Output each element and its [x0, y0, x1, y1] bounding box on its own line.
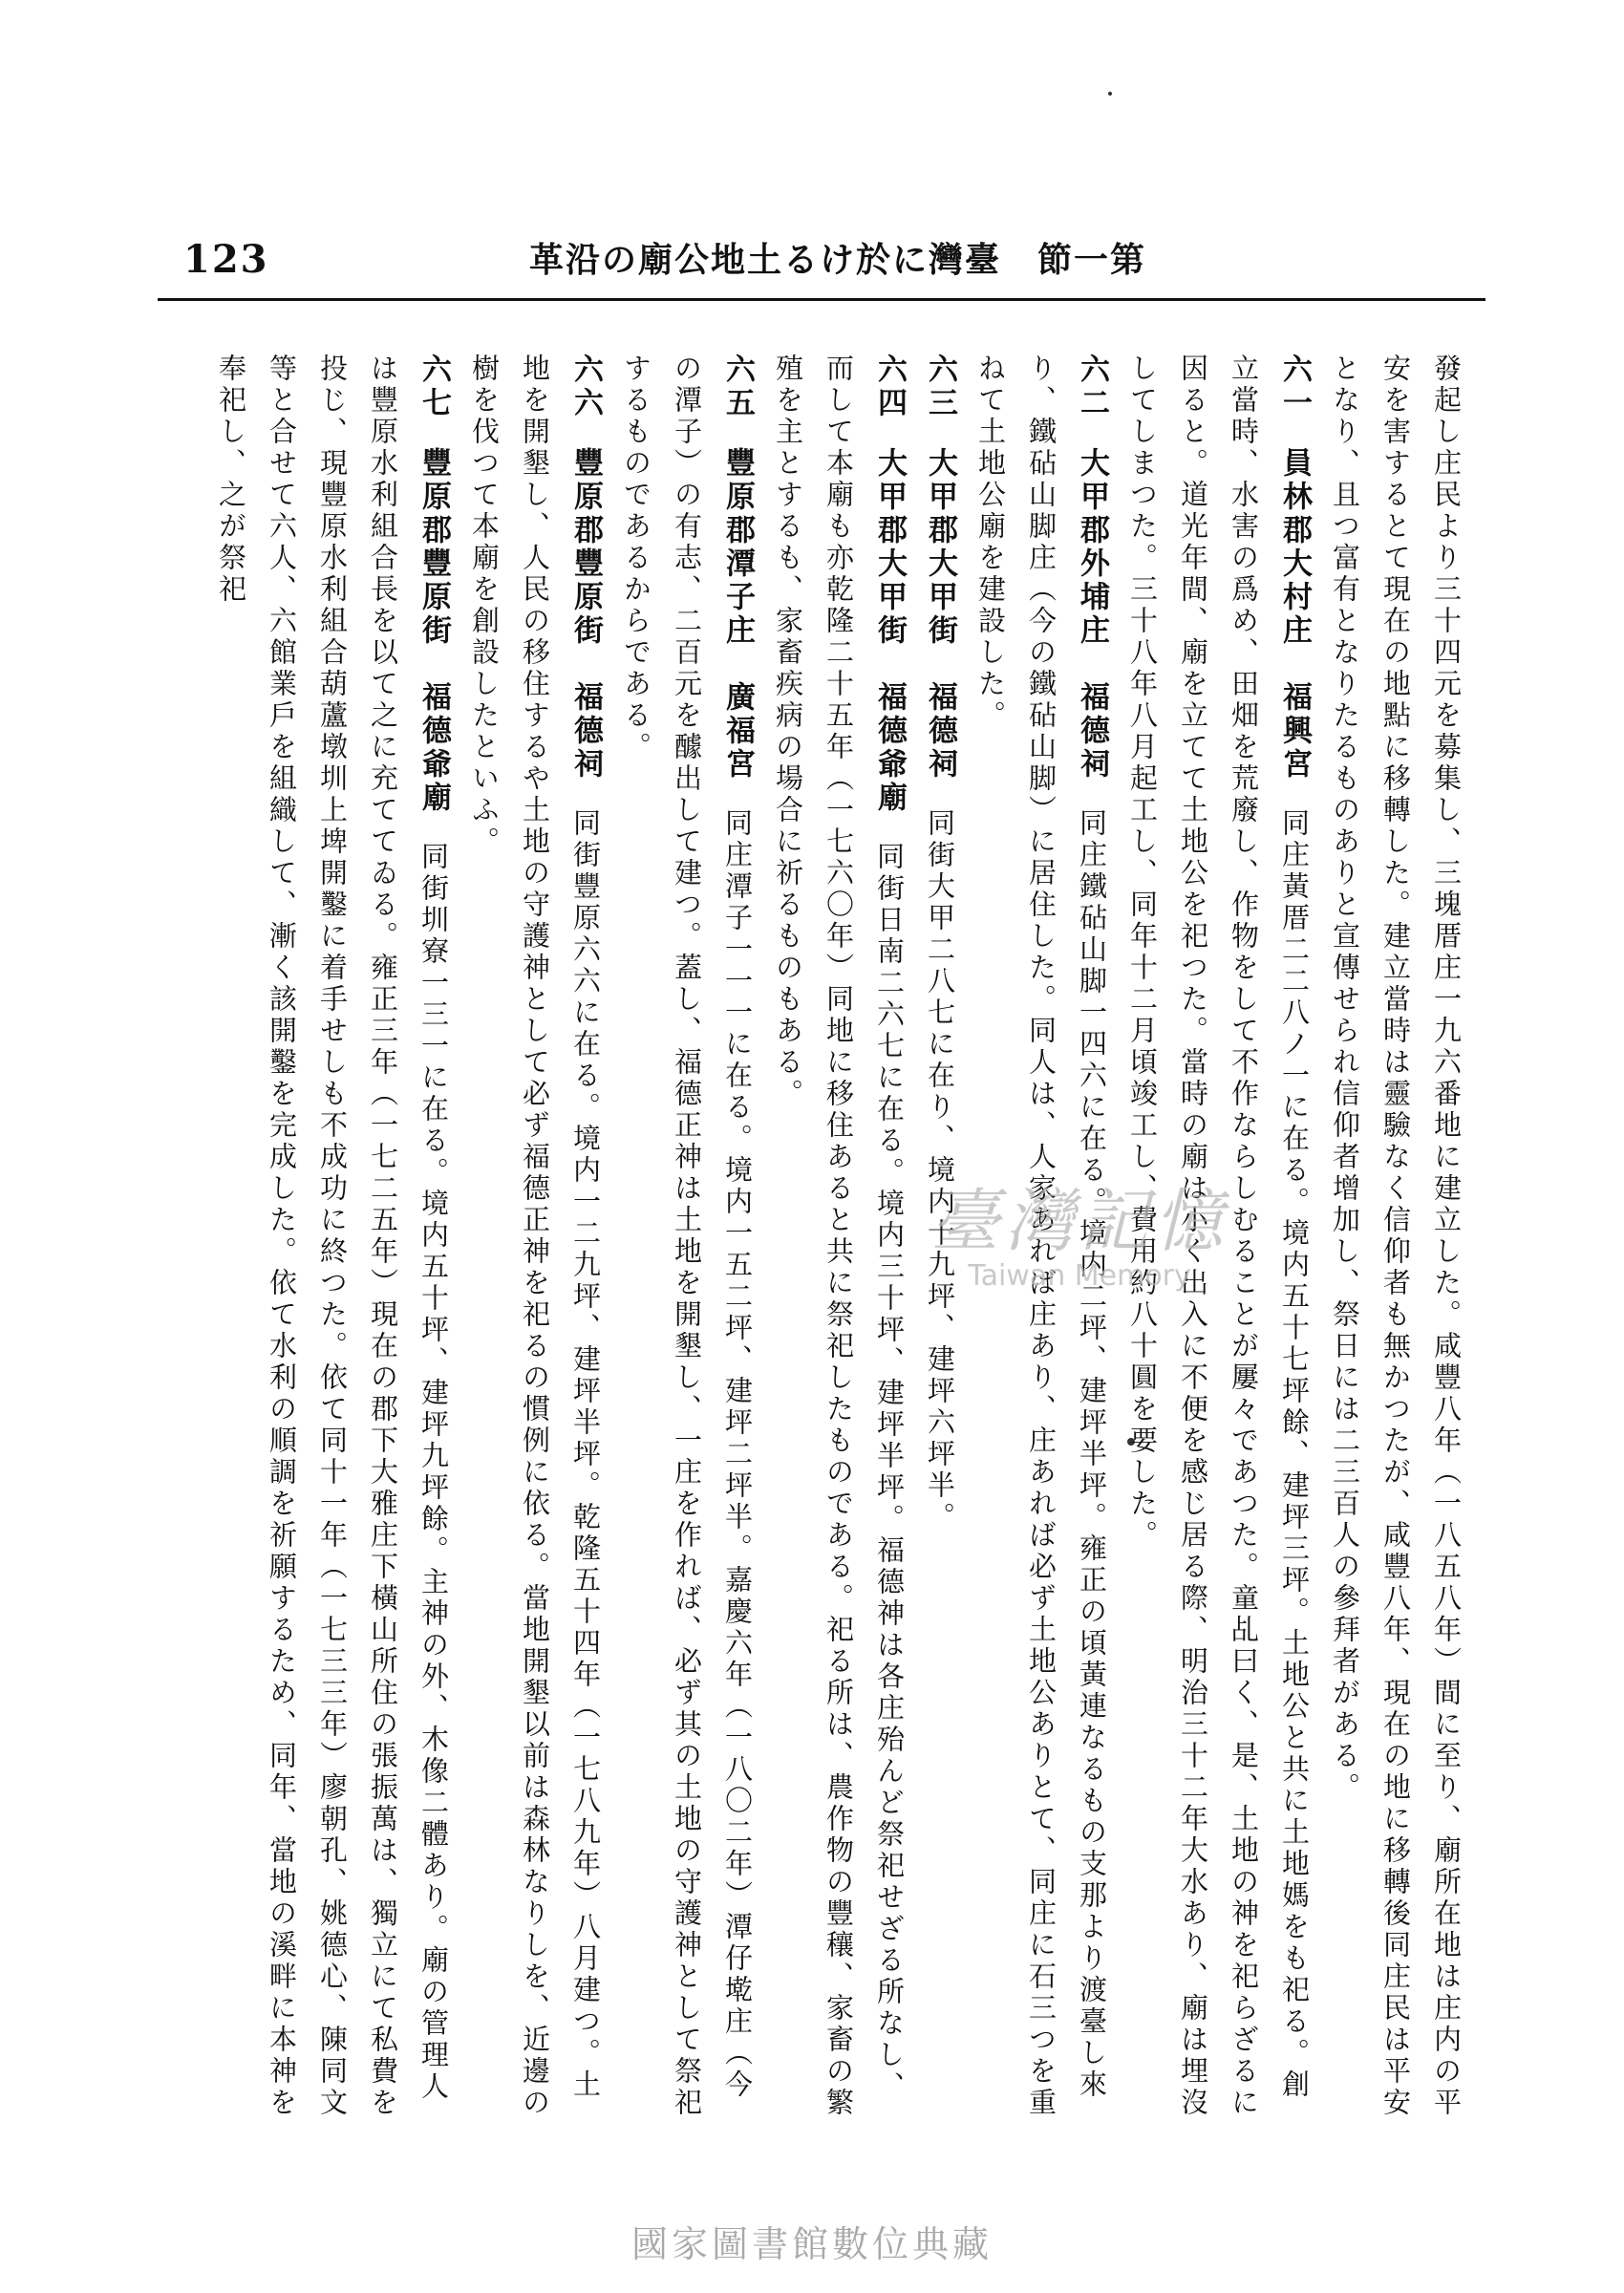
- entry-title: 豐原郡豐原街 福德爺廟: [417, 447, 451, 815]
- entry-text: 同庄潭子一一一に在る。境内一五二坪、建坪二坪半。嘉慶六年（一八〇二年）潭仔墘庄（今の潭子）の有志、二百元を醵出して建つ。蓋し、福德正神は土地を開墾し、一庄を作れば、必ず其の土地の守護神として祭祀するものであるからである。: [620, 354, 754, 2119]
- entry-63: [914, 354, 965, 2131]
- header-rule: [158, 298, 1485, 301]
- entry-text: 同庄黃厝二二八ノ一に在る。境内五十七坪餘、建坪三坪。土地公と共に土地媽をも祀る。創立當時、水害の爲め、田畑を荒廢し、作物をして不作ならしむることが屢々であつた。童乩曰く、是、土地の神を祀らざるに因ると。道光年間、廟を立てて土地公を祀つた。當時の廟は小く出入に不便を感じ居る際、明治三十二年大水あり、廟は埋沒してしまつた。三十八年八月起工し、同年十二月頃竣工し、費用約八十圓を要した。: [1126, 354, 1311, 2119]
- entry-title: 大甲郡外埔庄 福德祠: [1075, 447, 1109, 782]
- entry-number: 六五: [720, 354, 755, 420]
- entry-61: [1117, 354, 1319, 2131]
- entry-number: 六二: [1075, 354, 1109, 420]
- entry-text: 同街日南二六七に在る。境内三十坪、建坪半坪。福德神は各庄殆んど祭祀せざる所なし、而して本廟も亦乾隆二十五年（一七六〇年）同地に移住あると共に祭祀したものである。祀る所は、農作物の豐穰、家畜の繁殖を主とするも、家畜疾病の場合に祈るものもある。: [772, 354, 906, 2119]
- watermark-english: Taiwan Memory: [968, 1259, 1191, 1293]
- running-head: 第一節 臺灣に於ける土地公廟の沿革: [528, 240, 1146, 280]
- paragraph-text: 發起し庄民より三十四元を募集し、三塊厝庄一九六番地に建立した。咸豐八年（一八五八年）間に至り、廟所在地は庄内の平安を害するとて現在の地點に移轉した。建立當時は靈驗なく信仰者も無かつたが、咸豐八年、現在の地に移轉後同庄民は平安となり、且つ富有となりたるものありと宣傳せられ信仰者增加し、祭日には二三百人の參拜者がある。: [1329, 354, 1463, 2119]
- entry-number: 六七: [417, 354, 451, 420]
- entry-text: 同街大甲二八七に在り、境内十九坪、建坪六坪半。: [924, 808, 956, 1533]
- entry-text: 同庄鐵砧山脚一四六に在る。境内二坪、建坪半坪。雍正の頃黃連なるもの支那より渡臺し來り、鐵砧山脚庄（今の鐵砧山脚）に居住した。同人は、人家あれば庄あり、庄あれば必ず土地公ありとて、同庄に石三つを重ねて土地公廟を建設した。: [974, 354, 1108, 2119]
- entry-67: [205, 354, 459, 2131]
- entry-number: 六六: [568, 354, 603, 420]
- entry-number: 六三: [923, 354, 957, 420]
- footer-collection-label: 國家圖書館數位典藏: [630, 2223, 993, 2265]
- entry-text: 同街圳寮一三一に在る。境内五十坪、建坪九坪餘。主神の外、木像二體あり。廟の管理人は豐原水利組合長を以て之に充ててゐる。雍正三年（一七二五年）現在の郡下大雅庄下橫山所住の張振萬は、獨立にて私費を投じ、現豐原水利組合葫蘆墩圳上埤開鑿に着手せしも不成功に終つた。依て同十一年（一七三三年）廖朝孔、姚德心、陳同文等と合せて六人、六館業戶を組織して、漸く該開鑿を完成した。依て水利の順調を祈願するため、同年、當地の溪畔に本神を奉祀し、之が祭祀: [215, 354, 450, 2119]
- paragraph-continuation: [1319, 354, 1471, 2131]
- entry-65: [610, 354, 762, 2131]
- entry-title: 大甲郡大甲街 福德爺廟: [872, 447, 907, 815]
- entry-title: 員林郡大村庄 福興宮: [1277, 447, 1312, 782]
- page-number: 123: [183, 237, 269, 282]
- entry-title: 豐原郡潭子庄 廣福宮: [720, 447, 755, 782]
- entry-title: 大甲郡大甲街 福德祠: [923, 447, 957, 782]
- entry-62: [965, 354, 1117, 2131]
- watermark-chinese: 臺灣記憶: [930, 1181, 1229, 1261]
- body-text: [182, 354, 1471, 2131]
- entry-66: [459, 354, 610, 2131]
- entry-title: 豐原郡豐原街 福德祠: [568, 447, 603, 782]
- entry-number: 六四: [872, 354, 907, 420]
- scan-speck: [1108, 92, 1112, 96]
- entry-number: 六一: [1277, 354, 1312, 420]
- entry-text: 同街豐原六六に在る。境内一二九坪、建坪半坪。乾隆五十四年（一七八九年）八月建つ。土地を開墾し、人民の移住するや土地の守護神として必ず福德正神を祀るの慣例に依る。當地開墾以前は森林なりしを、近邊の樹を伐つて本廟を創設したといふ。: [468, 354, 602, 2119]
- entry-64: [762, 354, 914, 2131]
